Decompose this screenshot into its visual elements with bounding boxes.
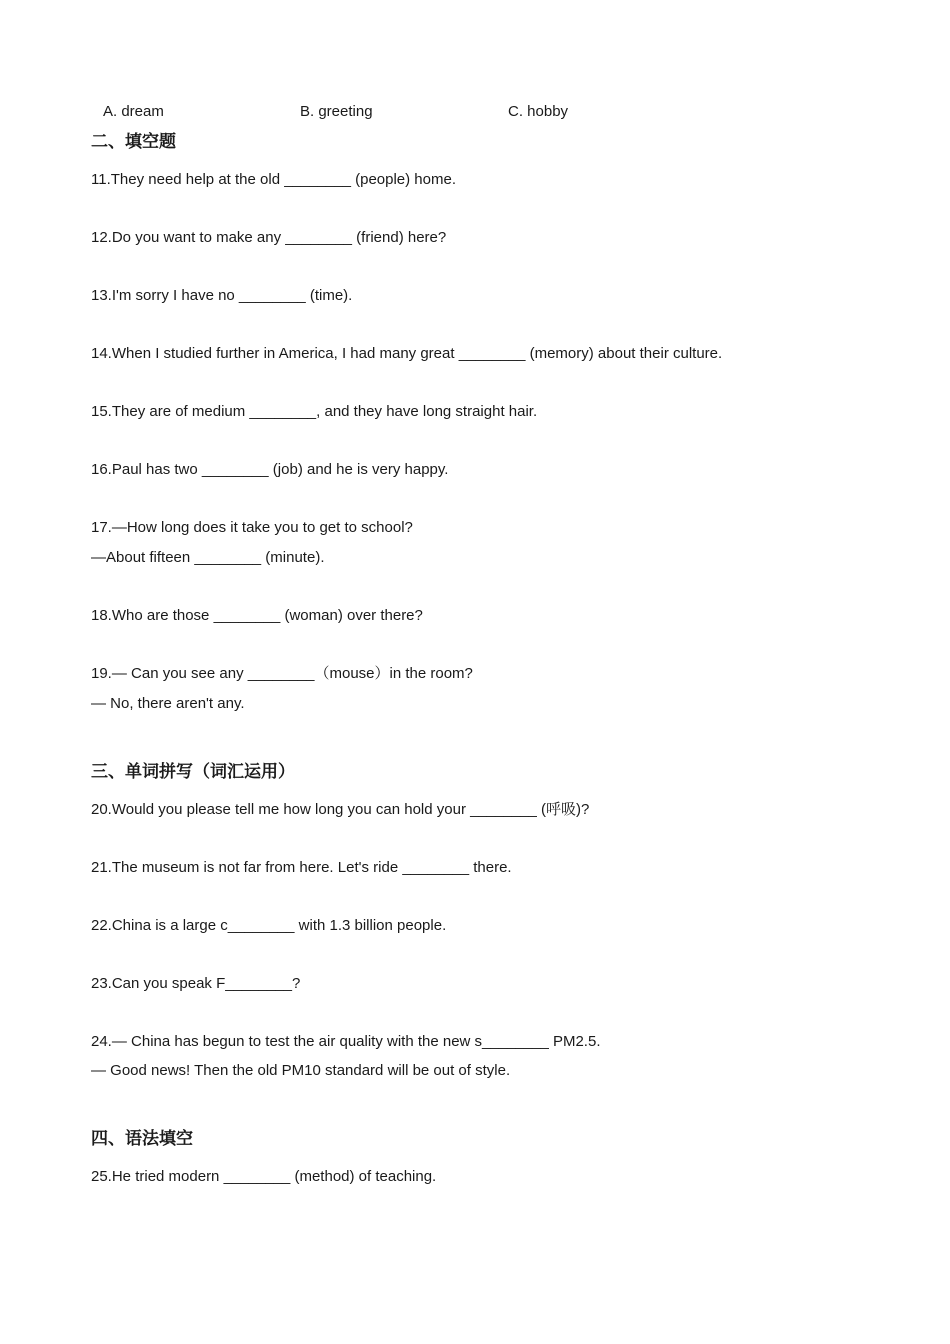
question-22: 22.China is a large c________ with 1.3 billion people.: [91, 917, 447, 934]
question-14: 14.When I studied further in America, I had many great ________ (memory) about their culture.: [91, 345, 723, 362]
question-24-line-2: — Good news! Then the old PM10 standard will be out of style.: [91, 1062, 511, 1079]
section-heading-fill-in: 二、填空题: [91, 132, 176, 152]
question-12: 12.Do you want to make any ________ (friend) here?: [91, 229, 447, 246]
question-19-line-2: — No, there aren't any.: [91, 695, 245, 712]
question-16: 16.Paul has two ________ (job) and he is very happy.: [91, 461, 449, 478]
question-21: 21.The museum is not far from here. Let's ride ________ there.: [91, 859, 512, 876]
option-a: A. dream: [103, 103, 164, 120]
section-heading-spelling: 三、单词拼写（词汇运用）: [91, 762, 295, 782]
option-c: C. hobby: [508, 103, 569, 120]
section-heading-grammar: 四、语法填空: [91, 1129, 193, 1149]
question-15: 15.They are of medium ________, and they have long straight hair.: [91, 403, 538, 420]
question-17-line-2: —About fifteen ________ (minute).: [91, 549, 325, 566]
question-13: 13.I'm sorry I have no ________ (time).: [91, 287, 353, 304]
question-25: 25.He tried modern ________ (method) of teaching.: [91, 1168, 437, 1185]
question-17-line-1: 17.—How long does it take you to get to school?: [91, 519, 413, 536]
question-18: 18.Who are those ________ (woman) over there?: [91, 607, 423, 624]
question-11: 11.They need help at the old ________ (people) home.: [91, 171, 456, 188]
question-24-line-1: 24.— China has begun to test the air quality with the new s________ PM2.5.: [91, 1033, 601, 1050]
question-23: 23.Can you speak F________?: [91, 975, 301, 992]
option-b: B. greeting: [300, 103, 373, 120]
question-20: 20.Would you please tell me how long you can hold your ________ (呼吸)?: [91, 801, 590, 818]
question-19-line-1: 19.— Can you see any ________（mouse）in the room?: [91, 665, 473, 682]
